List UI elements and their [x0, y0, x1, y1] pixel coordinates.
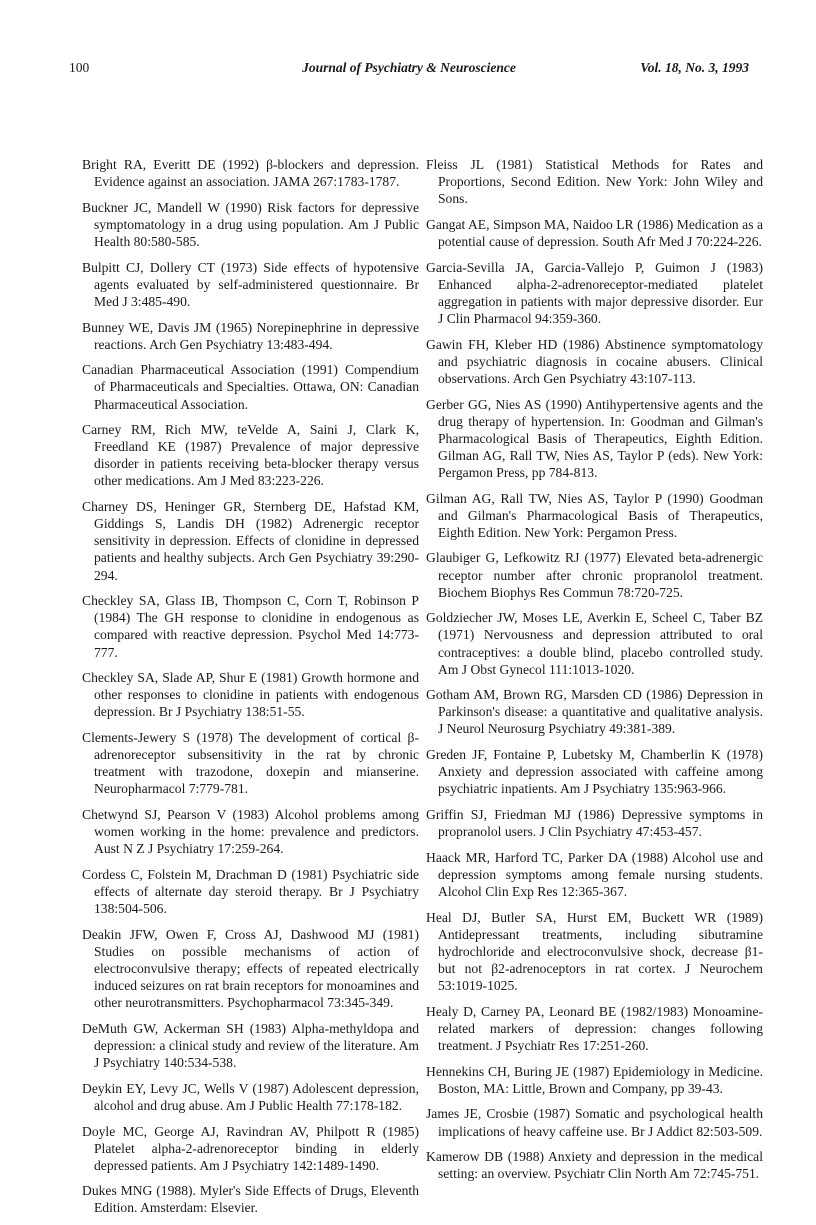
reference-item: Clements-Jewery S (1978) The development of cortical β-adrenoreceptor subsensitivity in the rat by chronic treatment with trazodone, doxepin and mianserine. Neuropharmacol 7:779-781. — [82, 730, 419, 797]
reference-item: Healy D, Carney PA, Leonard BE (1982/1983) Monoamine-related markers of depression: changes following treatment. J Psychiatr Res 17:251-260. — [426, 1003, 763, 1053]
reference-item: Griffin SJ, Friedman MJ (1986) Depressive symptoms in propranolol users. J Clin Psychiatry 47:453-457. — [426, 807, 763, 840]
reference-item: Gangat AE, Simpson MA, Naidoo LR (1986) Medication as a potential cause of depression. South Afr Med J 70:224-226. — [426, 216, 763, 249]
reference-item: Greden JF, Fontaine P, Lubetsky M, Chamberlin K (1978) Anxiety and depression associated with caffeine among psychiatric inpatients. Am J Psychiatry 135:963-966. — [426, 747, 763, 797]
reference-item: Checkley SA, Slade AP, Shur E (1981) Growth hormone and other responses to clonidine in patients with endogenous depression. Br J Psychiatry 138:51-55. — [82, 670, 419, 720]
reference-item: Gilman AG, Rall TW, Nies AS, Taylor P (1990) Goodman and Gilman's Pharmacological Basis of Therapeutics, Eighth Edition. New York: Pergamon Press. — [426, 490, 763, 540]
page-header — [69, 60, 749, 80]
reference-item: Chetwynd SJ, Pearson V (1983) Alcohol problems among women working in the home: prevalence and predictors. Aust N Z J Psychiatry 17:259-264. — [82, 807, 419, 857]
reference-item: Checkley SA, Glass IB, Thompson C, Corn T, Robinson P (1984) The GH response to clonidine in endogenous as compared with reactive depression. Psychol Med 14:773-777. — [82, 593, 419, 660]
reference-item: Goldziecher JW, Moses LE, Averkin E, Scheel C, Taber BZ (1971) Nervousness and depression attributed to oral contraceptives: a double blind, placebo controlled study. Am J Obst Gynecol 111:1013-1020. — [426, 610, 763, 677]
reference-item: Gotham AM, Brown RG, Marsden CD (1986) Depression in Parkinson's disease: a quantitative and qualitative analysis. J Neurol Neurosurg Psychiatry 49:381-389. — [426, 687, 763, 737]
reference-item: Garcia-Sevilla JA, Garcia-Vallejo P, Guimon J (1983) Enhanced alpha-2-adrenoreceptor-mediated platelet aggregation in patients with major depressive disorder. Eur J Clin Pharmacol 94:359-360. — [426, 259, 763, 326]
reference-item: Dukes MNG (1988). Myler's Side Effects of Drugs, Eleventh Edition. Amsterdam: Elsevier. — [82, 1183, 419, 1216]
reference-item: Charney DS, Heninger GR, Sternberg DE, Hafstad KM, Giddings S, Landis DH (1982) Adrenergic receptor sensitivity in depression. Effects of clonidine in depressed patients and healthy subjects. Arch Gen Psychiatry 39:290-294. — [82, 499, 419, 583]
reference-item: Deakin JFW, Owen F, Cross AJ, Dashwood MJ (1981) Studies on possible mechanisms of action of electroconvulsive therapy; effects of repeated electrically induced seizures on rat brain receptors for monoamines and other neurotransmitters. Psychopharmacol 73:345-349. — [82, 926, 419, 1011]
reference-item: Hennekins CH, Buring JE (1987) Epidemiology in Medicine. Boston, MA: Little, Brown and Company, pp 39-43. — [426, 1063, 763, 1096]
left-reference-column — [82, 156, 419, 1225]
reference-item: Cordess C, Folstein M, Drachman D (1981) Psychiatric side effects of alternate day steroid therapy. Br J Psychiatry 138:504-506. — [82, 866, 419, 917]
volume-info: Vol. 18, No. 3, 1993 — [640, 60, 749, 75]
reference-item: Doyle MC, George AJ, Ravindran AV, Philpott R (1985) Platelet alpha-2-adrenoreceptor binding in elderly depressed patients. Am J Psychiatry 142:1489-1490. — [82, 1123, 419, 1173]
reference-item: Fleiss JL (1981) Statistical Methods for Rates and Proportions, Second Edition. New York: John Wiley and Sons. — [426, 157, 763, 207]
reference-item: Bulpitt CJ, Dollery CT (1973) Side effects of hypotensive agents evaluated by self-administered questionnaire. Br Med J 3:485-490. — [82, 259, 419, 309]
reference-item: Deykin EY, Levy JC, Wells V (1987) Adolescent depression, alcohol and drug abuse. Am J Public Health 77:178-182. — [82, 1080, 419, 1113]
reference-item: Carney RM, Rich MW, teVelde A, Saini J, Clark K, Freedland KE (1987) Prevalence of major depressive disorder in patients receiving beta-blocker therapy versus other medications. Am J Med 83:223-226. — [82, 422, 419, 489]
right-reference-column — [426, 156, 763, 1191]
reference-item: Kamerow DB (1988) Anxiety and depression in the medical setting: an overview. Psychiatr Clin North Am 72:745-751. — [426, 1149, 763, 1182]
reference-item: Canadian Pharmaceutical Association (1991) Compendium of Pharmaceuticals and Specialties. Ottawa, ON: Canadian Pharmaceutical Association. — [82, 362, 419, 412]
reference-item: DeMuth GW, Ackerman SH (1983) Alpha-methyldopa and depression: a clinical study and review of the literature. Am J Psychiatry 140:534-538. — [82, 1020, 419, 1071]
reference-item: Haack MR, Harford TC, Parker DA (1988) Alcohol use and depression symptoms among female nursing students. Alcohol Clin Exp Res 12:365-367. — [426, 849, 763, 899]
reference-item: Gerber GG, Nies AS (1990) Antihypertensive agents and the drug therapy of hypertension. In: Goodman and Gilman's Pharmacological Basis of Therapeutics, Eighth Edition. Gilman AG, Rall TW, Nies AS, Taylor P (eds). New York: Pergamon Press, pp 784-813. — [426, 396, 763, 480]
reference-item: Gawin FH, Kleber HD (1986) Abstinence symptomatology and psychiatric diagnosis in cocaine abusers. Clinical observations. Arch Gen Psychiatry 43:107-113. — [426, 336, 763, 386]
reference-item: Bunney WE, Davis JM (1965) Norepinephrine in depressive reactions. Arch Gen Psychiatry 13:483-494. — [82, 319, 419, 352]
page-number: 100 — [69, 60, 90, 75]
reference-item: James JE, Crosbie (1987) Somatic and psychological health implications of heavy caffeine use. Br J Addict 82:503-509. — [426, 1106, 763, 1139]
journal-title: Journal of Psychiatry & Neuroscience — [302, 60, 516, 75]
reference-item: Bright RA, Everitt DE (1992) β-blockers and depression. Evidence against an association. JAMA 267:1783-1787. — [82, 157, 419, 190]
reference-item: Glaubiger G, Lefkowitz RJ (1977) Elevated beta-adrenergic receptor number after chronic propranolol treatment. Biochem Biophys Res Commun 78:720-725. — [426, 550, 763, 600]
reference-item: Buckner JC, Mandell W (1990) Risk factors for depressive symptomatology in a drug using population. Am J Public Health 80:580-585. — [82, 199, 419, 249]
reference-item: Heal DJ, Butler SA, Hurst EM, Buckett WR (1989) Antidepressant treatments, including sibutramine hydrochloride and electroconvulsive shock, decrease β1- but not β2-adrenoceptors in rat cortex. J Neurochem 53:1019-1025. — [426, 909, 763, 994]
